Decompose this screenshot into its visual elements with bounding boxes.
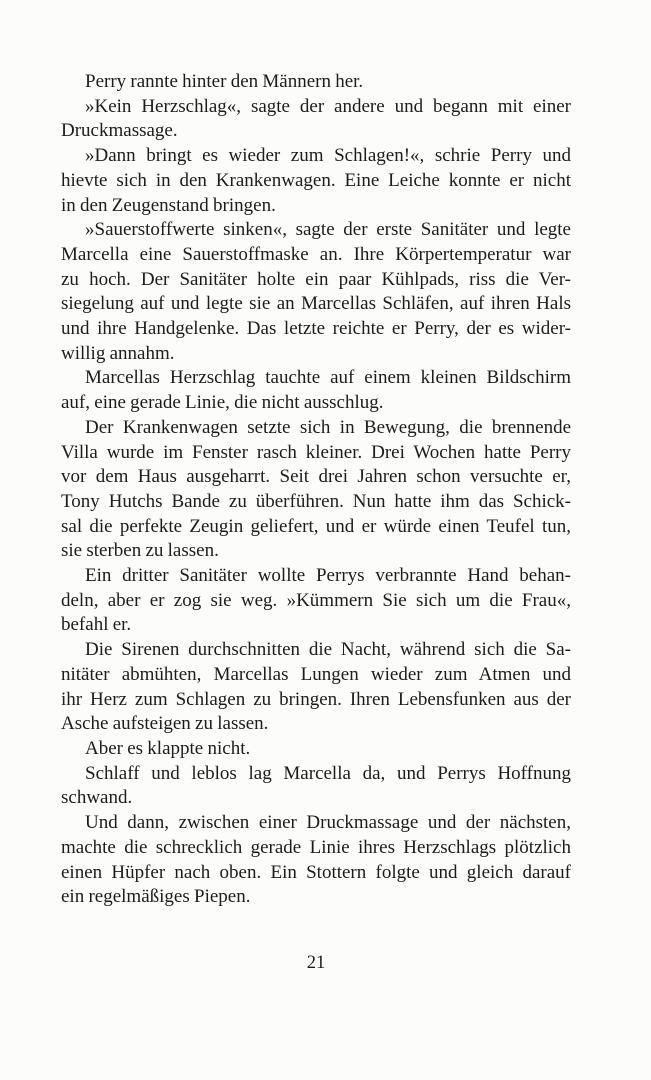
page-number: 21 (306, 953, 326, 973)
text-line: zu hoch. Der Sanitäter holte ein paar Kühlpads, riss die Ver- (61, 268, 571, 290)
text-line: befahl er. (61, 614, 132, 636)
text-line: Perry rannte hinter den Männern her. (85, 71, 364, 92)
text-line: willig annahm. (61, 342, 175, 364)
paragraph (61, 762, 571, 811)
paragraph (61, 144, 571, 218)
text-line: ihr Herz zum Schlagen zu bringen. Ihren Lebensfunken aus der (61, 688, 571, 710)
text-line: »Sauerstoffwerte sinken«, sagte der erste Sanitäter und legte (85, 219, 571, 241)
paragraph (61, 218, 571, 366)
text-line: Druckmassage. (61, 120, 178, 142)
text-line: und ihre Handgelenke. Das letzte reichte er Perry, der es wider- (61, 318, 571, 340)
text-line: Tony Hutchs Bande zu überführen. Nun hatte ihm das Schick- (61, 490, 571, 512)
text-line: Asche aufsteigen zu lassen. (61, 713, 269, 735)
paragraph (61, 564, 571, 638)
paragraph (61, 811, 571, 910)
text-line: Schlaff und leblos lag Marcella da, und Perrys Hoffnung (85, 762, 571, 784)
text-line: Ein dritter Sanitäter wollte Perrys verbrannte Hand behan- (85, 565, 571, 587)
text-line: nitäter abmühten, Marcellas Lungen wieder zum Atmen und (61, 663, 571, 685)
paragraph (61, 638, 571, 737)
text-line: siegelung auf und legte sie an Marcellas Schläfen, auf ihren Hals (61, 293, 571, 315)
text-line: sie sterben zu lassen. (61, 540, 219, 562)
text-line: ein regelmäßiges Piepen. (61, 886, 251, 908)
text-line: schwand. (61, 787, 133, 809)
text-line: einen Hüpfer nach oben. Ein Stottern folgte und gleich darauf (61, 861, 571, 883)
paragraph (61, 416, 571, 564)
page-text (61, 70, 571, 910)
text-line: Marcellas Herzschlag tauchte auf einem kleinen Bildschirm (85, 367, 571, 389)
text-line: Marcella eine Sauerstoffmaske an. Ihre Körpertemperatur war (61, 243, 571, 265)
text-line: in den Zeugenstand bringen. (61, 194, 276, 216)
paragraph (61, 95, 571, 144)
text-line: Die Sirenen durchschnitten die Nacht, während sich die Sa- (85, 639, 571, 661)
text-line: »Kein Herzschlag«, sagte der andere und begann mit einer (85, 95, 571, 117)
paragraph (61, 70, 571, 95)
text-line: »Dann bringt es wieder zum Schlagen!«, schrie Perry und (85, 145, 571, 167)
paragraph (61, 366, 571, 415)
text-line: Aber es klappte nicht. (85, 737, 251, 759)
text-line: deln, aber er zog sie weg. »Kümmern Sie sich um die Frau«, (61, 589, 571, 611)
text-line: Und dann, zwischen einer Druckmassage und der nächsten, (85, 812, 571, 834)
text-line: machte die schrecklich gerade Linie ihres Herzschlags plötzlich (61, 836, 571, 858)
text-line: Der Krankenwagen setzte sich in Bewegung, die brennende (85, 416, 571, 438)
paragraph (61, 737, 571, 762)
text-line: Villa wurde im Fenster rasch kleiner. Drei Wochen hatte Perry (61, 441, 571, 463)
text-line: auf, eine gerade Linie, die nicht ausschlug. (61, 392, 384, 414)
text-line: hievte sich in den Krankenwagen. Eine Leiche konnte er nicht (61, 169, 571, 191)
text-line: sal die perfekte Zeugin geliefert, und er würde einen Teufel tun, (61, 515, 571, 537)
text-line: vor dem Haus ausgeharrt. Seit drei Jahren schon versuchte er, (61, 466, 571, 488)
